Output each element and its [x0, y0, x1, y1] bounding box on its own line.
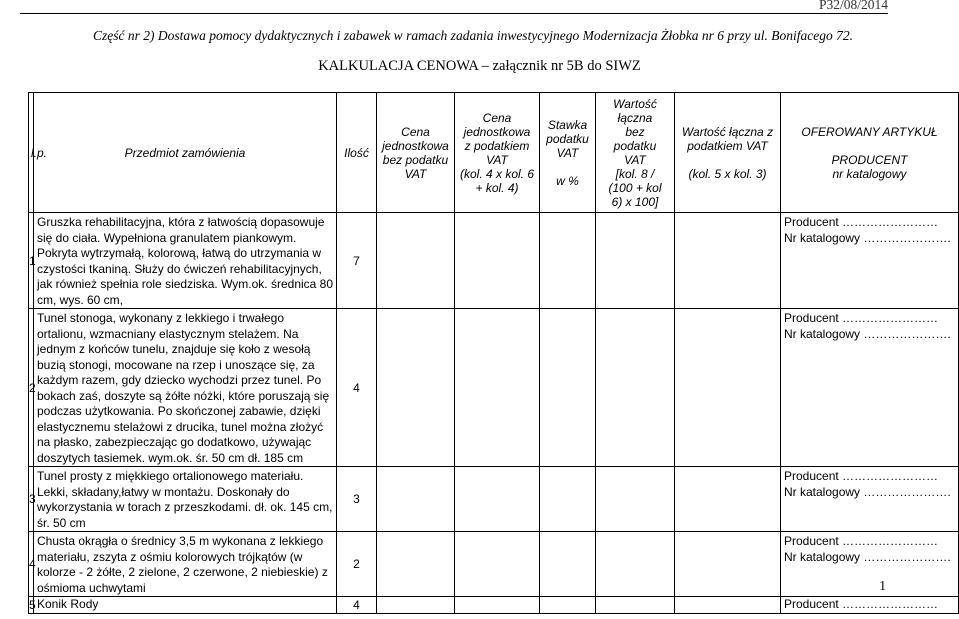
calculation-table — [28, 92, 959, 614]
page-title: KALKULACJA CENOWA – załącznik nr 5B do SIWZ — [318, 58, 641, 74]
producer-field: Producent …………………… — [784, 597, 939, 612]
row-lp: 4 — [29, 532, 34, 597]
total-l7: (100 + kol — [608, 180, 662, 195]
row-offered-item — [781, 309, 959, 467]
row-quantity: 4 — [337, 309, 377, 467]
table-row — [29, 597, 959, 614]
document-reference: P32/08/2014 — [818, 0, 888, 12]
catalog-number-field: Nr katalogowy …………………. — [784, 230, 951, 245]
total-l8: 6) x 100] — [611, 194, 659, 209]
col-header-vat-rate — [540, 93, 596, 213]
total-l3: bez — [625, 124, 645, 139]
gross-price-l2: jednostkowa — [463, 124, 531, 139]
vat-l2: podatku — [546, 131, 589, 146]
gross-price-l1: Cena — [482, 110, 512, 125]
part-description: Część nr 2) Dostawa pomocy dydaktycznych i zabawek w ramach zadania inwestycyjnego Modernizacja Żłobka nr 6 przy ul. Bonifacego 72. — [93, 28, 854, 43]
row-total-gross-cell[interactable] — [675, 532, 781, 597]
row-total-gross-cell[interactable] — [675, 597, 781, 614]
producer-field: Producent …………………… — [784, 469, 939, 483]
gross-price-l6: + kol. 4) — [475, 180, 519, 195]
row-gross-price-cell[interactable] — [455, 467, 540, 532]
row-gross-price-cell[interactable] — [455, 532, 540, 597]
row-description: Gruszka rehabilitacyjna, która z łatwością dopasowuje się do ciała. Wypełniona granulatem piankowym. Pokryta wytrzymałą, kolorową, łatwą do utrzymania w czystości tkaniną. Służy do ćwiczeń rehabilitacyjnych, jak również spełnia role siedziska. Wym.ok. średnica 80 cm, wys. 60 cm, — [34, 213, 337, 309]
row-gross-price-cell[interactable] — [455, 213, 540, 309]
row-quantity: 7 — [337, 213, 377, 309]
row-total-gross-cell[interactable] — [675, 309, 781, 467]
total-vat-l3: (kol. 5 x kol. 3) — [688, 166, 767, 181]
vat-l4: w % — [556, 173, 579, 188]
row-total-net-cell[interactable] — [596, 213, 675, 309]
row-offered-item — [781, 597, 959, 614]
table-header-row — [29, 93, 959, 213]
vat-l3: VAT — [556, 145, 579, 160]
row-net-price-cell[interactable] — [377, 467, 455, 532]
row-total-net-cell[interactable] — [596, 467, 675, 532]
row-vat-cell[interactable] — [540, 467, 596, 532]
gross-price-l4: VAT — [486, 152, 508, 167]
total-vat-l2: podatkiem VAT — [687, 138, 768, 153]
offer-l1: OFEROWANY ARTYKUŁ — [801, 124, 938, 139]
row-lp: 5 — [29, 598, 36, 612]
row-quantity: 4 — [337, 597, 377, 614]
col-header-total-gross — [675, 93, 781, 213]
row-total-gross-cell[interactable] — [675, 467, 781, 532]
vat-l1: Stawka — [547, 117, 588, 132]
table-row — [29, 213, 959, 309]
net-price-l1: Cena — [401, 124, 430, 139]
net-price-l4: VAT — [404, 166, 427, 181]
total-vat-l1: Wartość łączna z — [681, 124, 774, 139]
offer-l2: PRODUCENT — [831, 152, 908, 167]
row-total-net-cell[interactable] — [596, 309, 675, 467]
gross-price-l5: (kol. 4 x kol. 6 — [459, 166, 535, 181]
col-header-total-net — [596, 93, 675, 213]
row-vat-cell[interactable] — [540, 309, 596, 467]
catalog-number-field: Nr katalogowy …………………. — [784, 326, 951, 341]
producer-field: Producent …………………… — [784, 534, 939, 548]
row-quantity: 3 — [337, 467, 377, 532]
col-header-gross-price — [455, 93, 540, 213]
table-row — [29, 309, 959, 467]
gross-price-l3: z podatkiem — [464, 138, 530, 153]
row-quantity: 2 — [337, 532, 377, 597]
row-total-net-cell[interactable] — [596, 532, 675, 597]
col-header-offered-item — [781, 93, 959, 213]
row-offered-item — [781, 467, 959, 532]
table-row — [29, 467, 959, 532]
row-vat-cell[interactable] — [540, 597, 596, 614]
offer-l3: nr katalogowy — [832, 166, 907, 181]
total-l2: łączna — [617, 110, 653, 125]
col-header-qty: Ilość — [337, 93, 377, 213]
catalog-number-field: Nr katalogowy …………………. — [784, 549, 951, 564]
net-price-l2: jednostkowa — [382, 138, 449, 153]
total-l5: VAT — [624, 152, 646, 167]
row-net-price-cell[interactable] — [377, 532, 455, 597]
producer-field: Producent …………………… — [784, 311, 939, 325]
page-number: 1 — [879, 578, 886, 593]
row-description: Tunel stonoga, wykonany z lekkiego i trwałego ortalionu, wzmacniany elastycznym stelażem. Na jednym z końców tunelu, znajduje się koło z wesołą buzią stonogi, mocowane na rzep i unoszące się, za każdym razem, gdy dziecko wychodzi przez tunel. Po bokach zaś, doszyte są żółte nóżki, które poruszają się podczas użytkowania. Po skończonej zabawie, dzięki elastycznemu stelażowi z drucika, tunel można złożyć na płasko, zabezpieczając go dodatkowo, używając doszytych tasiemek. wym.ok. śr. 50 cm dł. 185 cm — [34, 309, 337, 467]
row-net-price-cell[interactable] — [377, 213, 455, 309]
col-header-lp: l.p. — [29, 93, 34, 213]
row-net-price-cell[interactable] — [377, 597, 455, 614]
catalog-number-field: Nr katalogowy …………………. — [784, 484, 951, 499]
row-vat-cell[interactable] — [540, 532, 596, 597]
total-l1: Wartość — [613, 96, 657, 111]
producer-field: Producent …………………… — [784, 215, 939, 229]
row-description: Chusta okrągła o średnicy 3,5 m wykonana z lekkiego materiału, zszyta z ośmiu kolorowych trójkątów (w kolorze - 2 żółte, 2 zielone, 2 czerwone, 2 niebieskie) z ośmioma uchwytami — [34, 532, 337, 597]
row-lp: 3 — [29, 467, 34, 532]
row-description: Konik Rody — [34, 597, 337, 614]
row-offered-item — [781, 213, 959, 309]
col-header-item: Przedmiot zamówienia — [34, 93, 337, 213]
col-header-net-price — [377, 93, 455, 213]
total-l6: [kol. 8 / — [615, 166, 655, 181]
header-rule — [20, 13, 888, 14]
row-gross-price-cell[interactable] — [455, 309, 540, 467]
row-description: Tunel prosty z miękkiego ortalionowego materiału. Lekki, składany,łatwy w montażu. Doskonały do wykorzystania w torach z przeszkodami. dł. ok. 145 cm, śr. 50 cm — [34, 467, 337, 532]
net-price-l3: bez podatku — [382, 152, 449, 167]
row-total-net-cell[interactable] — [596, 597, 675, 614]
row-lp: 1 — [29, 213, 34, 309]
row-vat-cell[interactable] — [540, 213, 596, 309]
table-row — [29, 532, 959, 597]
row-lp: 2 — [29, 309, 34, 467]
row-gross-price-cell[interactable] — [455, 597, 540, 614]
row-offered-item — [781, 532, 959, 597]
row-net-price-cell[interactable] — [377, 309, 455, 467]
total-l4: podatku — [613, 138, 657, 153]
row-total-gross-cell[interactable] — [675, 213, 781, 309]
